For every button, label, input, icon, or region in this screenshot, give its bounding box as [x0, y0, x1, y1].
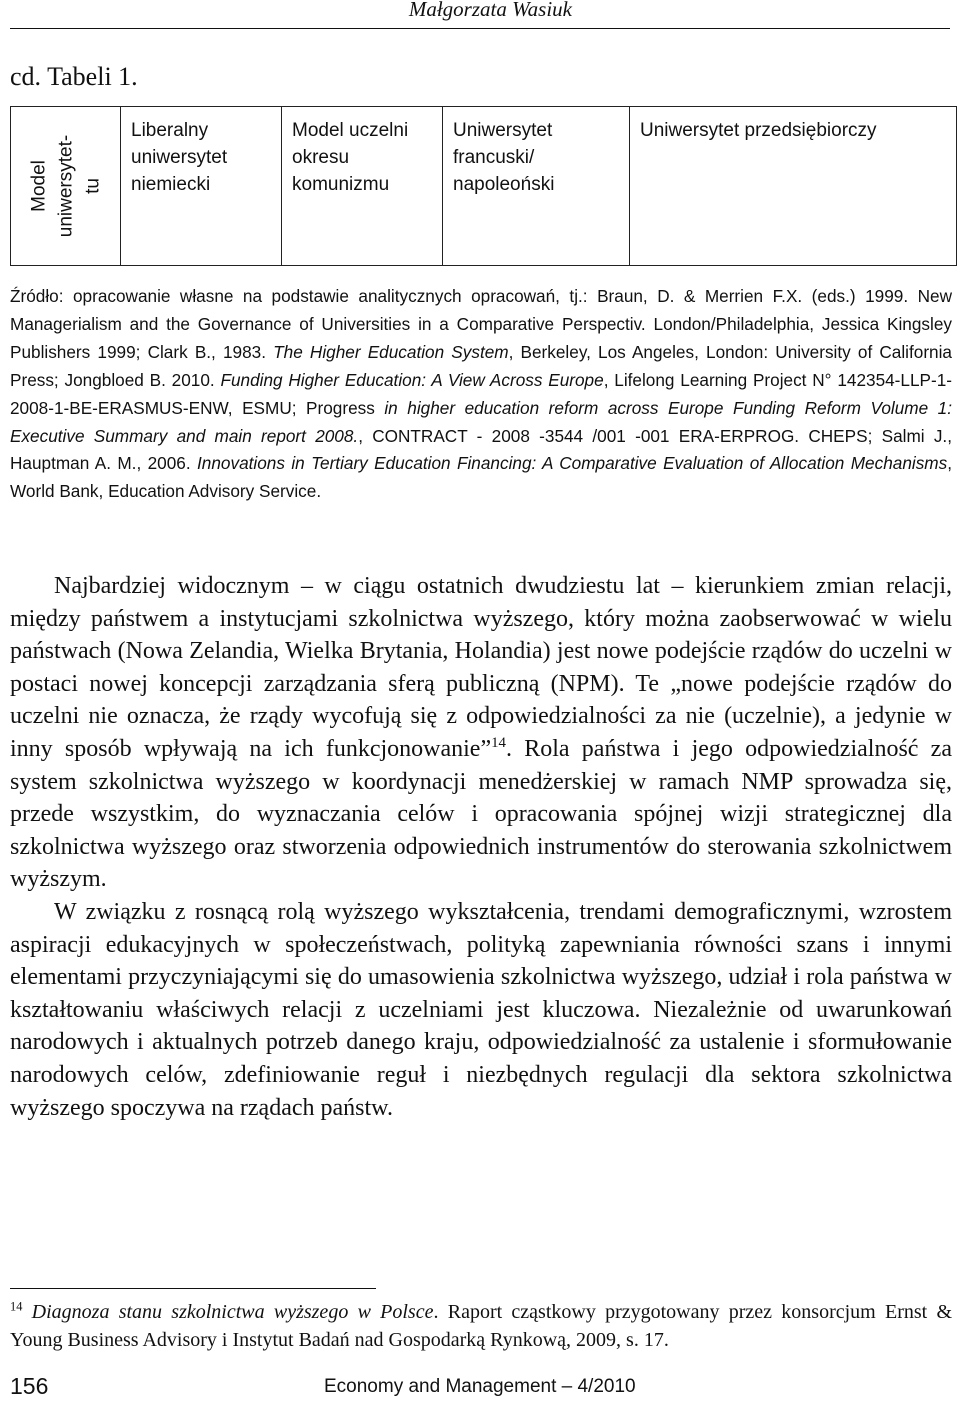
paragraph: W związku z rosnącą rolą wyższego wykształcenia, trendami demograficznymi, wzrostem aspiracji edukacyjnych w społeczeństwach, polityką zapewniania równości szans i innymi elementami przyczyniającymi się do umasowienia szkolnictwa wyższego, udział i rola państwa w kształtowaniu właściwych relacji z uczelniami jest kluczowa. Niezależnie od uwarunkowań narodowych i aktualnych potrzeb danego kraju, odpowiedzialność za ustalenie i sformułowanie narodowych celów, zdefiniowanie reguł i niezbędnych regulacji dla sektora szkolnictwa wyższego spoczywa na rządach państw. [10, 898, 952, 1121]
page-number: 156 [10, 1373, 49, 1399]
column-entrepreneurial-university: Uniwersytet przedsiębiorczy [630, 107, 957, 266]
university-models-table [10, 106, 957, 266]
paragraph: Najbardziej widocznym – w ciągu ostatnich dwudziestu lat – kierunkiem zmian relacji, między państwem a instytucjami szkolnictwa wyższego, który można zaobserwować w wielu państwach (Nowa Zelandia, Wielka Brytania, Holandia) jest nowe podejście rządów do uczelni w postaci nowej koncepcji zarządzania sferą publiczną (NPM). Te „nowe podejście rządów do uczelni nie oznacza, że rządy wycofują się z odpowiedzialności za nie (uczelnie), a jedynie w inny sposób wpływają na ich funkcjonowanie”$^{14}$. Rola państwa i jego odpowiedzialność za system szkolnictwa wyższego w koordynacji menedżerskiej w ramach NMP sprowadza się, przede wszystkim, do wyznaczania celów i opracowania spójnej wizji strategicznej dla szkolnictwa wyższego oraz stworzenia odpowiednich instrumentów do sterowania szkolnictwem wyższym. [10, 573, 952, 893]
footnote-title: Diagnoza stanu szkolnictwa wyższego w Polsce [31, 1301, 434, 1323]
column-liberal-german-university: Liberalny uniwersytet niemiecki [121, 107, 282, 266]
journal-issue: Economy and Management – 4/2010 [324, 1376, 636, 1397]
footnote-reference[interactable]: 14 [491, 734, 506, 751]
column-french-napoleonic-university: Uniwersytet francuski/ napoleoński [443, 107, 630, 266]
footnote: $^{14}$ Diagnoza stanu szkolnictwa wyższego w Polsce. Raport cząstkowy przygotowany przez konsorcjum Ernst & Young Business Advisory i Instytut Badań nad Gospodarką Rynkową, 2009, s. 17. [10, 1299, 953, 1351]
row-header-label: Model uniwersytet- tu [28, 134, 103, 238]
table-row [11, 107, 957, 266]
footnote-number: 14 [10, 1299, 23, 1314]
table-source-note: Źródło: opracowanie własne na podstawie analitycznych opracowań, tj.: Braun, D. & Merrien F.X. (eds.) 1999. New Managerialism and the Governance of Universities in a Comparative Perspectiv. London/Philadelphia, Jessica Kingsley Publishers 1999; Clark B., 1983. The Higher Education System, Berkeley, Los Angeles, London: University of California Press; Jongbloed B. 2010. Funding Higher Education: A View Across Europe, Lifelong Learning Project N° 142354-LLP-1-2008-1-BE-ERASMUS-ENW, ESMU; Progress in higher education reform across Europe Funding Reform Volume 1: Executive Summary and main report 2008., CONTRACT - 2008 -3544 /001 -001 ERA-ERPROG. CHEPS; Salmi J., Hauptman A. M., 2006. Innovations in Tertiary Education Financing: A Comparative Evaluation of Allocation Mechanisms, World Bank, Education Advisory Service. [10, 286, 952, 502]
table-caption: cd. Tabeli 1. [10, 62, 138, 91]
row-header-cell [11, 107, 121, 266]
footnote-divider [10, 1288, 376, 1289]
running-header-author: Małgorzata Wasiuk [408, 0, 572, 21]
header-divider [10, 28, 950, 29]
body-text [10, 570, 952, 1124]
column-communist-era-university: Model uczelni okresu komunizmu [282, 107, 443, 266]
